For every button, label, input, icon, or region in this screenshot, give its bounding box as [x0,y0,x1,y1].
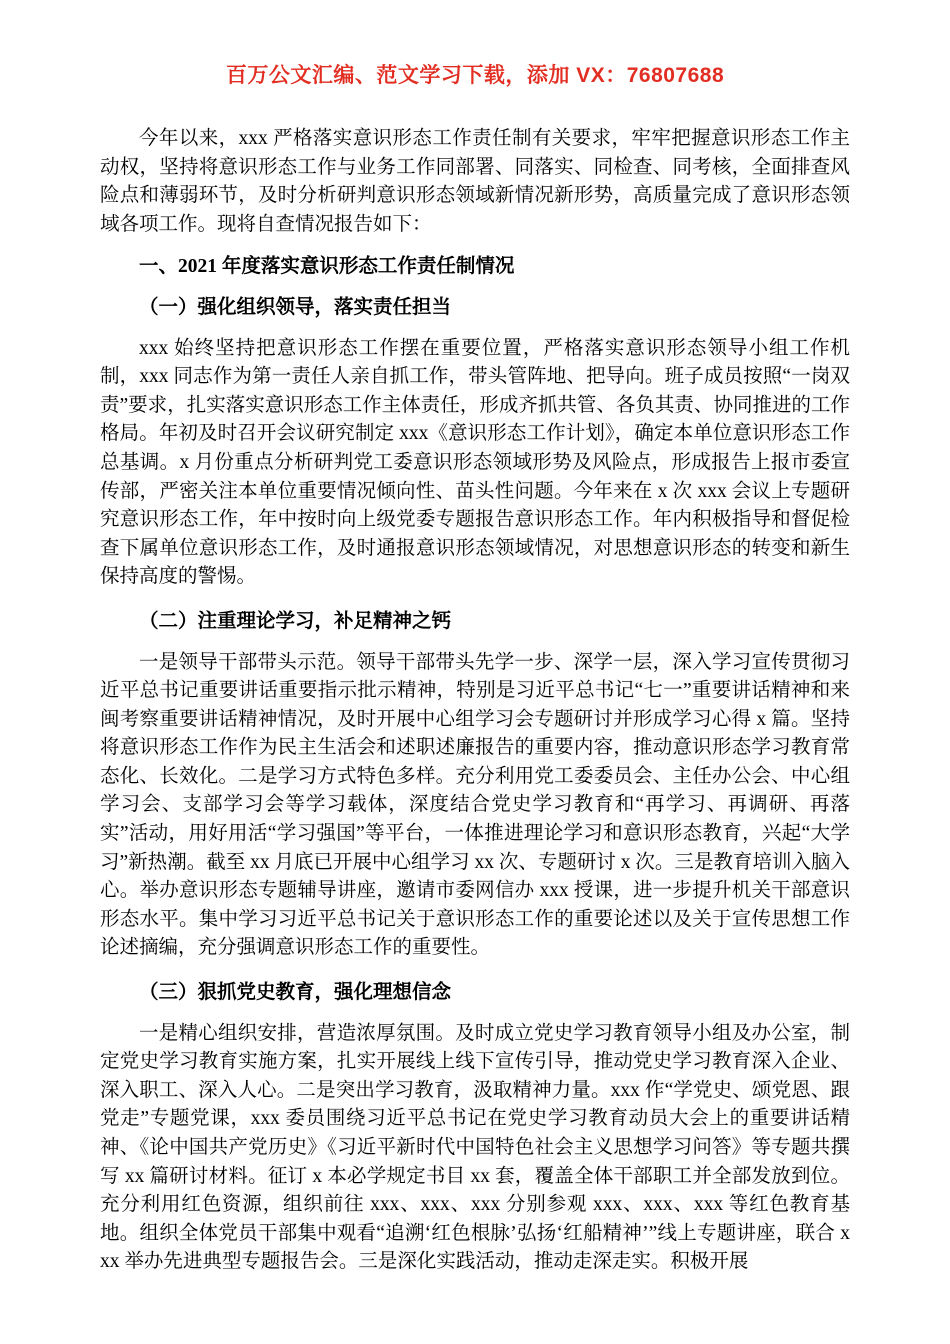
spacer [100,637,850,649]
subsection-paragraph-1: xxx 始终坚持把意识形态工作摆在重要位置，严格落实意识形态领导小组工作机制，xxx 同志作为第一责任人亲自抓工作，带头管阵地、把导向。班子成员按照“一岗双责”要求，扎实落实意识形态工作主体责任，形成齐抓共管、各负其责、协同推进的工作格局。年初及时召开会议研究制定 xxx《意识形态工作计划》，确定本单位意识形态工作总基调。x 月份重点分析研判党工委意识形态领域形势及风险点，形成报告上报市委宣传部，严密关注本单位重要情况倾向性、苗头性问题。今年来在 x 次 xxx 会议上专题研究意识形态工作，年中按时向上级党委专题报告意识形态工作。年内积极指导和督促检查下属单位意识形态工作，及时通报意识形态领域情况，对思想意识形态的转变和新生保持高度的警惕。 [100,337,850,588]
spacer [100,963,850,979]
spacer [100,282,850,294]
subsection-heading-1: （一）强化组织领导，落实责任担当 [139,296,452,318]
spacer [100,239,850,253]
section-heading-1: 一、2021 年度落实意识形态工作责任制情况 [139,256,515,278]
watermark-header-text: 百万公文汇编、范文学习下载，添加 VX：76807688 [225,64,725,87]
subsection-paragraph-3: 一是精心组织安排，营造浓厚氛围。及时成立党史学习教育领导小组及办公室，制定党史学习教育实施方案，扎实开展线上线下宣传引导，推动党史学习教育深入企业、深入职工、深入人心。二是突出学习教育，汲取精神力量。xxx 作“学党史、颂党恩、跟党走”专题党课，xxx 委员围绕习近平总书记在党史学习教育动员大会上的重要讲话精神、《论中国共产党历史》《习近平新时代中国特色社会主义思想学习问答》等专题共撰写 xx 篇研讨材料。征订 x 本必学规定书目 xx 套，覆盖全体干部职工并全部发放到位。充分利用红色资源，组织前往 xxx、xxx、xxx 分别参观 xxx、xxx、xxx 等红色教育基地。组织全体党员干部集中观看“追溯‘红色根脉’弘扬‘红船精神’”线上专题讲座，联合 xxx 举办先进典型专题报告会。三是深化实践活动，推动走深走实。积极开展 [100,1022,850,1273]
subsection-paragraph-2: 一是领导干部带头示范。领导干部带头先学一步、深学一层，深入学习宣传贯彻习近平总书记重要讲话重要指示批示精神，特别是习近平总书记“七一”重要讲话精神和来闽考察重要讲话精神情况，及时开展中心组学习会专题研讨并形成学习心得 x 篇。坚持将意识形态工作作为民主生活会和述职述廉报告的重要内容，推动意识形态学习教育常态化、长效化。二是学习方式特色多样。充分利用党工委委员会、主任办公会、中心组学习会、支部学习会等学习载体，深度结合党史学习教育和“再学习、再调研、再落实”活动，用好用活“学习强国”等平台，一体推进理论学习和意识形态教育，兴起“大学习”新热潮。截至 xx 月底已开展中心组学习 xx 次、专题研讨 x 次。三是教育培训入脑入心。举办意识形态专题辅导讲座，邀请市委网信办 xxx 授课，进一步提升机关干部意识形态水平。集中学习习近平总书记关于意识形态工作的重要论述以及关于宣传思想工作论述摘编，充分强调意识形态工作的重要性。 [100,651,850,959]
document-content [100,125,850,1277]
intro-paragraph: 今年以来，xxx 严格落实意识形态工作责任制有关要求，牢牢把握意识形态工作主动权，坚持将意识形态工作与业务工作同部署、同落实、同检查、同考核，全面排查风险点和薄弱环节，及时分析研判意识形态领域新情况新形势，高质量完成了意识形态领域各项工作。现将自查情况报告如下： [100,128,850,235]
subsection-heading-3: （三）狠抓党史教育，强化理想信念 [139,982,452,1004]
spacer [100,592,850,608]
spacer [100,323,850,335]
spacer [100,1008,850,1020]
subsection-heading-2: （二）注重理论学习，补足精神之钙 [139,610,452,632]
